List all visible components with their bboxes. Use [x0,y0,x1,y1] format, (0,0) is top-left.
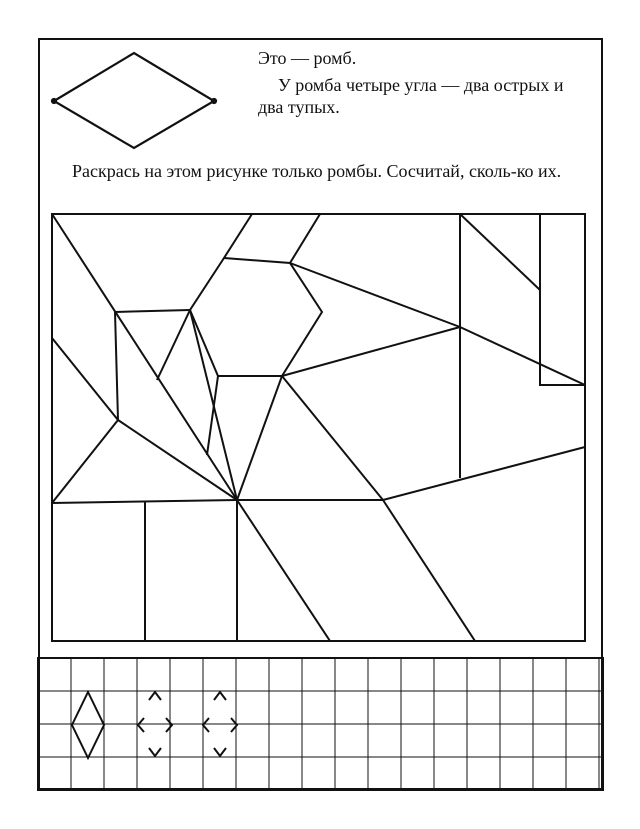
coloring-puzzle [52,214,585,641]
puzzle-line [115,312,118,420]
puzzle-line [52,420,118,503]
puzzle-line [383,500,475,641]
puzzle-line [460,214,540,290]
practice-rhombus-icon [72,692,104,758]
puzzle-border [52,214,585,641]
puzzle-line [115,310,190,312]
grid-lines [38,658,603,790]
puzzle-line [237,500,330,641]
puzzle-line [52,338,118,420]
puzzle-line [224,214,252,258]
task-instruction: Раскрась на этом рисунке только ромбы. Сосчитай, сколь-ко их. [72,161,562,181]
puzzle-line [157,310,190,380]
puzzle-line [290,263,460,327]
puzzle-hexagon [190,258,322,376]
puzzle-line [460,327,585,385]
intro-line-2: У ромба четыре угла — два острых и два тупых. [258,75,564,117]
intro-line-1: Это — ромб. [258,48,357,68]
puzzle-line [282,376,383,500]
puzzle-line [237,376,282,500]
puzzle-line [540,214,585,385]
puzzle-line [237,447,585,500]
sample-rhombus-icon [52,53,216,148]
puzzle-line [290,214,320,263]
